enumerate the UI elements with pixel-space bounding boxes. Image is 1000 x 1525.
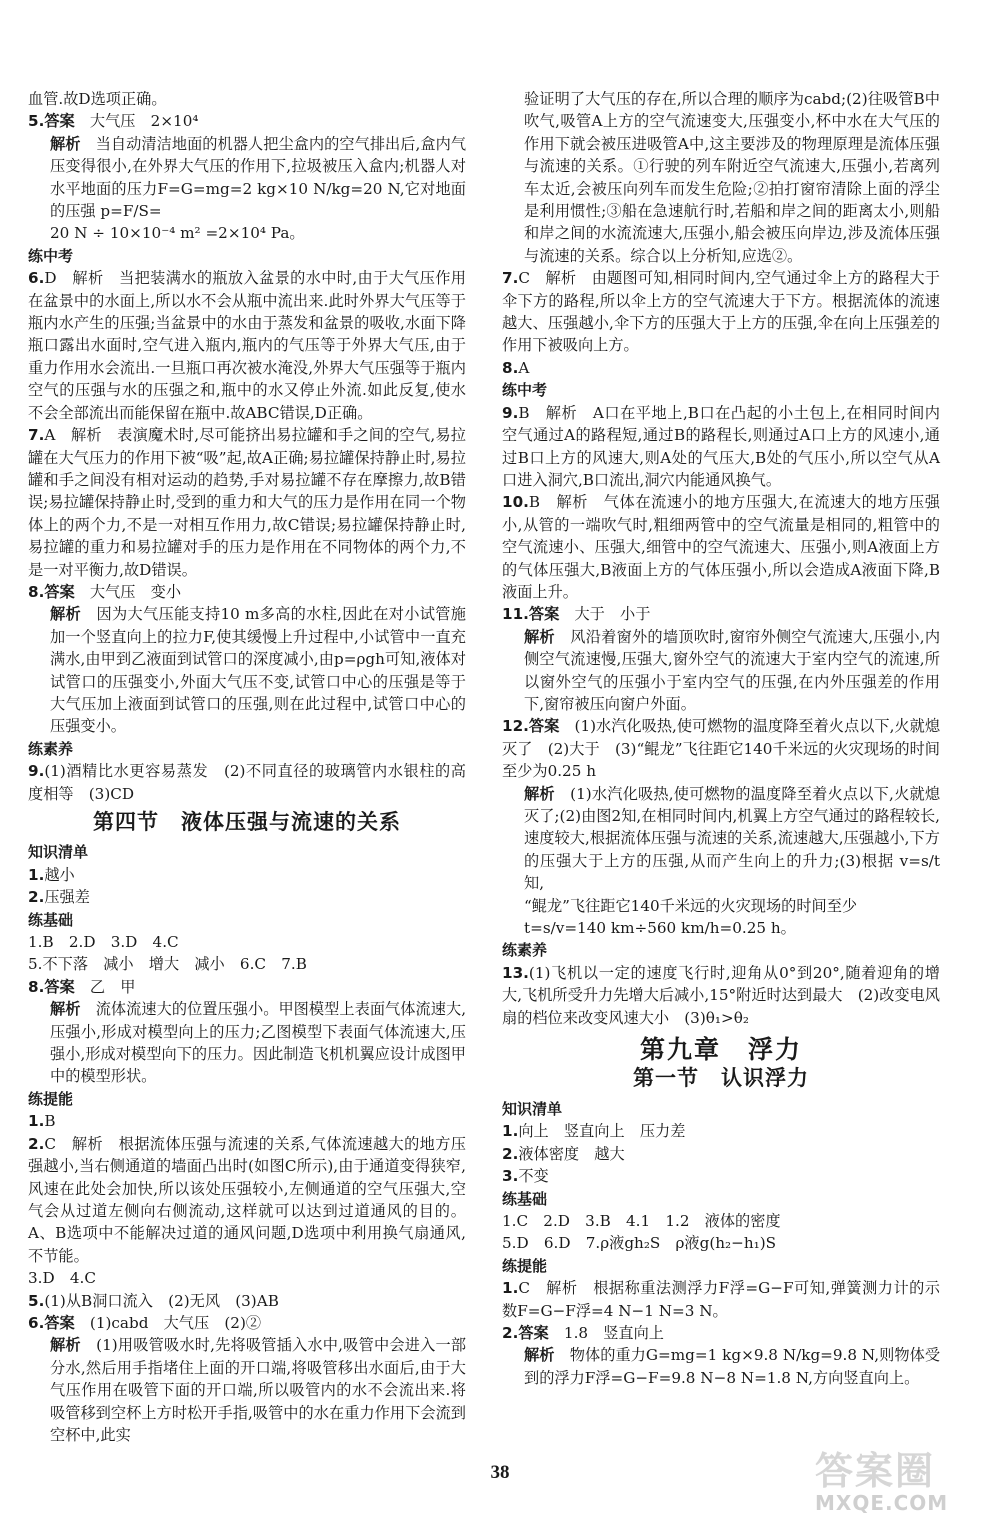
item-number: 2. xyxy=(502,1144,519,1163)
chapter-title: 第九章 浮力 xyxy=(639,1035,802,1065)
paragraph xyxy=(502,1210,940,1232)
item-text: (1)飞机以一定的速度飞行时,迎角从0°到20°,随着迎角的增大,飞机所受升力先增大后减小,15°附近时达到最大 (2)改变电风扇的档位来改变风速大小 (3)θ₁>θ₂ xyxy=(502,963,940,1027)
answer-label: 答案 xyxy=(44,977,75,996)
item-number: 2. xyxy=(28,1134,45,1153)
paragraph xyxy=(502,1232,940,1254)
answer-item xyxy=(28,1312,466,1334)
item-text: 大于 小于 xyxy=(574,605,651,624)
paragraph xyxy=(28,222,466,244)
item-text: 5.不下落 减小 增大 减小 6.C 7.B xyxy=(28,955,307,974)
paragraph xyxy=(28,953,466,975)
answer-label: 答案 xyxy=(518,1323,549,1342)
answer-item xyxy=(28,581,466,603)
item-text: 物体的重力G=mg=1 kg×9.8 N/kg=9.8 N,则物体受到的浮力F浮=G−F=9.8 N−8 N=1.8 N,方向竖直向上。 xyxy=(524,1346,941,1387)
answer-label: 答案 xyxy=(528,605,560,624)
item-text: t=s/v=140 km÷560 km/h=0.25 h。 xyxy=(524,919,796,938)
item-text: 液体密度 越大 xyxy=(518,1144,625,1163)
answer-item xyxy=(28,424,466,581)
answer-item xyxy=(28,886,466,908)
subsection-heading: 知识清单 xyxy=(28,843,89,862)
subsection-heading: 练提能 xyxy=(502,1256,548,1275)
item-number: 2. xyxy=(502,1323,519,1342)
subsection-heading: 练基础 xyxy=(502,1189,548,1208)
item-number: 5. xyxy=(28,1291,45,1310)
item-text: 大气压 2×10⁴ xyxy=(89,112,199,131)
paragraph xyxy=(502,783,940,895)
paragraph xyxy=(502,88,940,267)
item-text: (1)cabd 大气压 (2)② xyxy=(89,1313,262,1332)
item-text: 验证明了大气压的存在,所以合理的顺序为cabd;(2)往吸管B中吹气,吸管A上方的空气流速变大,压强变小,杯中水在大气压的作用下就会被压进吸管A中,这主要涉及的物理原理是流体压强与流速的关系。①行驶的列车附近空气流速大,压强小,若离列车太近,会被压向列车而发生危险;②拍打窗帘清除上面的浮尘是利用惯性;③船在急速航行时,若船和岸之间的距离太小,则船和岸之间的水流流速大,压强小,船会被压向岸边,涉及流体压强与流速的关系。综合以上分析知,应选②。 xyxy=(524,90,940,265)
answer-label: 解析 xyxy=(524,784,555,803)
subsection-heading: 练中考 xyxy=(502,381,548,400)
item-number: 3. xyxy=(502,1167,519,1186)
section-title: 第一节 认识浮力 xyxy=(633,1066,809,1091)
answer-label: 答案 xyxy=(44,582,75,601)
item-text: A xyxy=(518,358,530,377)
item-number: 2. xyxy=(28,888,45,907)
left-column xyxy=(28,88,466,1446)
paragraph xyxy=(502,626,940,716)
answer-item xyxy=(502,357,940,379)
answer-item xyxy=(502,962,940,1029)
item-number: 10. xyxy=(502,493,529,512)
answer-item xyxy=(28,1290,466,1312)
item-number: 9. xyxy=(502,403,519,422)
page-number: 38 xyxy=(490,1462,510,1483)
item-number: 13. xyxy=(502,963,529,982)
item-number: 7. xyxy=(28,426,45,445)
item-text: C 解析 由题图可知,相同时间内,空气通过伞上方的路程大于伞下方的路程,所以伞上方的空气流速大于下方。根据流体的流速越大、压强越小,伞下方的压强大于上方的压强,伞在向上压强差的作用下被吸向上方。 xyxy=(502,269,940,355)
item-number: 1. xyxy=(502,1122,519,1141)
answer-label: 解析 xyxy=(50,1000,81,1019)
item-number: 6. xyxy=(28,1313,45,1332)
answer-item xyxy=(502,1277,940,1322)
answer-label: 解析 xyxy=(50,1336,81,1355)
section-title: 第四节 液体压强与流速的关系 xyxy=(93,810,401,834)
answer-label: 答案 xyxy=(44,1313,75,1332)
item-text: 5.D 6.D 7.ρ液gh₂S ρ液g(h₂−h₁)S xyxy=(502,1234,777,1253)
subsection-heading: 练素养 xyxy=(28,739,74,758)
item-text: B 解析 A口在平地上,B口在凸起的小土包上,在相同时间内空气通过A的路程短,通过B的路程长,则通过A口上方的风速小,通过B口上方的风速大,则A处的气压大,B处的气压小,所以空气从A口进入洞穴,B口流出,洞穴内能通风换气。 xyxy=(502,403,940,489)
subsection-heading: 练中考 xyxy=(28,246,74,265)
subsection-heading: 练基础 xyxy=(28,910,74,929)
item-text: (1)水汽化吸热,使可燃物的温度降至着火点以下,火就熄灭了 (2)大于 (3)“鲲龙”飞往距它140千米远的火灾现场的时间至少为0.25 h xyxy=(502,717,941,781)
answer-label: 解析 xyxy=(524,1346,555,1365)
item-text: 向上 竖直向上 压力差 xyxy=(518,1122,686,1141)
item-text: D 解析 当把装满水的瓶放入盆景的水中时,由于大气压作用在盆景中的水面上,所以水不会从瓶中流出来.此时外界大气压等于瓶内水产生的压强;当盆景中的水由于蒸发和盆景的吸收,水面下降瓶口露出水面时,空气进入瓶内,瓶内的气压等于外界大气压,由于重力作用水会流出.一旦瓶口再次被水淹没,外界大气压强等于瓶内空气的压强与水的压强之和,瓶中的水又停止外流.如此反复,使水不会全部流出而能保留在瓶中.故ABC错误,D正确。 xyxy=(28,269,466,422)
answer-item xyxy=(28,267,466,424)
item-text: B 解析 气体在流速小的地方压强大,在流速大的地方压强小,从管的一端吹气时,粗细两管中的空气流量是相同的,粗管中的空气流速小、压强大,细管中的空气流速大、压强小,则A液面上方的气体压强大,B液面上方的气体压强小,所以会造成A液面下降,B液面上升。 xyxy=(502,493,940,601)
item-text: C 解析 根据流体压强与流速的关系,气体流速越大的地方压强越小,当右侧通道的墙面凸出时(如图C所示),由于通道变得狭窄,风速在此处会加快,所以该处压强较小,左侧通道的空气压强大,空气会从过道左侧向右侧流动,这样就可以达到过道通风的目的。A、B选项中不能解决过道的通风问题,D选项中利用换气扇通风,不节能。 xyxy=(28,1134,466,1265)
answer-item xyxy=(502,267,940,357)
paragraph xyxy=(28,88,466,110)
answer-item xyxy=(502,1120,940,1142)
answer-item xyxy=(502,402,940,492)
watermark xyxy=(815,1440,980,1515)
answer-label: 解析 xyxy=(50,605,81,624)
paragraph xyxy=(502,895,940,917)
paragraph xyxy=(502,917,940,939)
answer-item xyxy=(28,1110,466,1132)
answer-item xyxy=(502,491,940,603)
answer-label: 解析 xyxy=(50,134,81,153)
paragraph xyxy=(28,603,466,737)
item-text: 不变 xyxy=(518,1167,549,1186)
answer-label: 答案 xyxy=(528,717,560,736)
item-text: 3.D 4.C xyxy=(28,1269,96,1288)
item-text: 大气压 变小 xyxy=(89,582,182,601)
paragraph xyxy=(28,1334,466,1446)
item-text: 20 N ÷ 10×10⁻⁴ m² =2×10⁴ Pa。 xyxy=(50,224,305,243)
item-text: 1.B 2.D 3.D 4.C xyxy=(28,933,179,952)
answer-item xyxy=(502,1322,940,1344)
item-text: 血管.故D选项正确。 xyxy=(28,90,167,108)
answer-item xyxy=(502,1165,940,1187)
answer-item xyxy=(502,603,940,625)
item-text: (1)酒精比水更容易蒸发 (2)不同直径的玻璃管内水银柱的高度相等 (3)CD xyxy=(28,762,466,803)
item-number: 1. xyxy=(502,1279,519,1298)
item-number: 11. xyxy=(502,605,529,624)
item-text: 1.8 竖直向上 xyxy=(563,1323,664,1342)
answer-item xyxy=(28,760,466,805)
item-text: 乙 甲 xyxy=(89,977,136,996)
item-number: 1. xyxy=(28,1112,45,1131)
item-number: 7. xyxy=(502,269,519,288)
item-number: 1. xyxy=(28,865,45,884)
watermark-logo: 答案圈 xyxy=(815,1449,936,1493)
item-text: 越小 xyxy=(44,865,75,884)
subsection-heading: 知识清单 xyxy=(502,1099,563,1118)
item-number: 6. xyxy=(28,269,45,288)
answer-item xyxy=(502,1143,940,1165)
answer-item xyxy=(502,715,940,782)
item-number: 8. xyxy=(502,358,519,377)
paragraph xyxy=(502,1344,940,1389)
paragraph xyxy=(28,133,466,223)
answer-label: 答案 xyxy=(44,112,75,131)
item-text: A 解析 表演魔术时,尽可能挤出易拉罐和手之间的空气,易拉罐在大气压力的作用下被“吸”起,故A正确;易拉罐保持静止时,易拉罐和手之间没有相对运动的趋势,手对易拉罐不存在摩擦力,故B错误;易拉罐保持静止时,受到的重力和大气的压力是作用在同一个物体上的两个力,不是一对相互作用力,故C错误;易拉罐保持静止时,易拉罐的重力和易拉罐对手的压力是作用在不同物体的两个力,不是一对平衡力,故D错误。 xyxy=(28,426,466,579)
item-number: 5. xyxy=(28,112,45,131)
item-number: 8. xyxy=(28,977,45,996)
item-number: 8. xyxy=(28,582,45,601)
item-text: B xyxy=(44,1112,56,1131)
item-text: (1)从B洞口流入 (2)无风 (3)AB xyxy=(44,1291,279,1310)
answer-label: 解析 xyxy=(524,627,555,646)
item-text: 因为大气压能支持10 m多高的水柱,因此在对小试管施加一个竖直向上的拉力F,使其缓慢上升过程中,小试管中一直充满水,由甲到乙液面到试管口的深度减小,由p=ρgh可知,液体对试管口的压强变小,外面大气压不变,试管口中心的压强是等于大气压加上液面到试管口的压强,则在此过程中,试管口中心的压强变小。 xyxy=(50,605,466,736)
item-text: 流体流速大的位置压强小。甲图模型上表面气体流速大,压强小,形成对模型向上的压力;乙图模型下表面气体流速大,压强小,形成对模型向下的压力。因此制造飞机机翼应设计成图甲中的模型形状。 xyxy=(50,1000,467,1086)
right-column xyxy=(502,88,940,1389)
item-text: (1)用吸管吸水时,先将吸管插入水中,吸管中会进入一部分水,然后用手指堵住上面的开口端,将吸管移出水面后,由于大气压作用在吸管下面的开口端,所以吸管内的水不会流出来.将吸管移到空杯上方时松开手指,吸管中的水在重力作用下会流到空杯中,此实 xyxy=(50,1336,467,1444)
item-text: 压强差 xyxy=(44,888,90,907)
item-number: 9. xyxy=(28,762,45,781)
item-number: 12. xyxy=(502,717,529,736)
item-text: “鲲龙”飞往距它140千米远的火灾现场的时间至少 xyxy=(524,896,858,915)
item-text: C 解析 根据称重法测浮力F浮=G−F可知,弹簧测力计的示数F=G−F浮=4 N−1 N=3 N。 xyxy=(502,1279,940,1320)
paragraph xyxy=(28,931,466,953)
answer-item xyxy=(28,110,466,132)
item-text: (1)水汽化吸热,使可燃物的温度降至着火点以下,火就熄灭了;(2)由图2知,在相同时间内,机翼上方空气通过的路程较长,速度较大,根据流体压强与流速的关系,流速越大,压强越小,下方的压强大于上方的压强,从而产生向上的升力;(3)根据 v=s/t 知, xyxy=(524,784,941,893)
answer-item xyxy=(28,864,466,886)
paragraph xyxy=(28,1267,466,1289)
subsection-heading: 练素养 xyxy=(502,941,548,960)
item-text: 1.C 2.D 3.B 4.1 1.2 液体的密度 xyxy=(502,1211,781,1230)
answer-item xyxy=(28,1133,466,1267)
item-text: 当自动清洁地面的机器人把尘盒内的空气排出后,盒内气压变得很小,在外界大气压的作用下,拉圾被压入盒内;机器人对水平地面的压力F=G=mg=2 kg×10 N/kg=20 N,它对地面的压强 p=F/S= xyxy=(50,134,467,221)
item-text: 风沿着窗外的墙顶吹时,窗帘外侧空气流速大,压强小,内侧空气流速慢,压强大,窗外空气的流速大于室内空气的流速,所以窗外空气的压强小于室内空气的压强,在内外压强差的作用下,窗帘被压向窗户外面。 xyxy=(524,627,941,713)
subsection-heading: 练提能 xyxy=(28,1089,74,1108)
answer-item xyxy=(28,976,466,998)
paragraph xyxy=(28,998,466,1088)
watermark-url: MXQE.COM xyxy=(815,1491,949,1515)
